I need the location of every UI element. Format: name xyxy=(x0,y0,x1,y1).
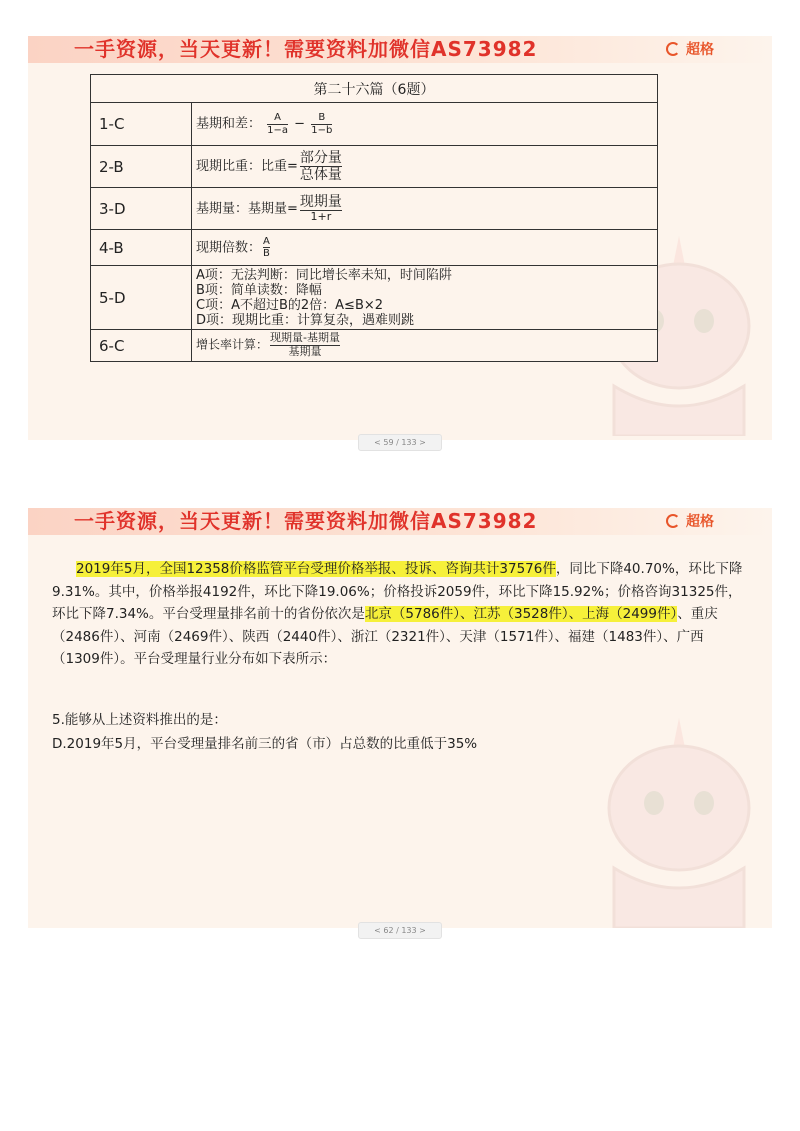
table-row xyxy=(91,188,658,230)
answer-content xyxy=(192,266,658,330)
fraction-den: 1−a xyxy=(267,124,289,136)
fraction-den: 1+r xyxy=(300,210,342,224)
logo xyxy=(666,512,714,532)
fraction-num: A xyxy=(274,112,282,123)
answer-num: 3-D xyxy=(91,188,192,230)
material-paragraph xyxy=(52,558,744,671)
fraction-den: 1−b xyxy=(311,124,333,136)
formula-label: 现期倍数： xyxy=(196,240,262,255)
page-navigator[interactable]: < 62 / 133 > xyxy=(358,922,442,939)
answer-content xyxy=(192,330,658,362)
table-row xyxy=(91,146,658,188)
fraction-den: 总体量 xyxy=(299,167,342,183)
banner xyxy=(28,36,772,63)
banner xyxy=(28,508,772,535)
table-header-row xyxy=(91,75,658,103)
table-row xyxy=(91,230,658,266)
paragraph-text: 、重庆（2486件）、河南（2469件）、陕西（2440件）、浙江（2321件）、天津（1571件）、福建（1483件）、广西（1309件）。平台受理量行业分布如下表所示： xyxy=(52,606,718,667)
logo xyxy=(666,40,714,60)
option-analysis-a: A项：无法判断：同比增长率未知，时间陷阱 xyxy=(196,267,452,283)
page-59 xyxy=(28,36,772,440)
logo-g-icon xyxy=(666,514,680,528)
paragraph-text: ，同比下降40.70%，环比下降9.31%。其中，价格举报4192件，环比下降19.06%；价格投诉2059件，环比下降15.92%；价格咨询31325件，环比下降7.34%。平台受理量排名前十的省份依次是 xyxy=(52,561,743,622)
banner-text: 一手资源，当天更新！需要资料加微信AS73982 xyxy=(74,509,538,533)
fraction-num: A xyxy=(263,235,270,247)
fraction-num: 部分量 xyxy=(299,149,342,166)
logo-text: 超格 xyxy=(686,514,714,530)
fraction xyxy=(311,112,332,136)
answer-num: 1-C xyxy=(91,103,192,146)
operator: − xyxy=(294,116,306,132)
answer-num: 5-D xyxy=(91,266,192,330)
fraction-num: 现期量-基期量 xyxy=(270,331,340,345)
fraction-den: 基期量 xyxy=(270,345,340,359)
table-row xyxy=(91,266,658,330)
answer-num: 6-C xyxy=(91,330,192,362)
fraction xyxy=(270,332,340,358)
logo-text: 超格 xyxy=(686,42,714,58)
answer-content xyxy=(192,230,658,266)
fraction xyxy=(267,112,288,136)
page-62 xyxy=(28,508,772,928)
fraction xyxy=(263,236,270,260)
table-row xyxy=(91,103,658,146)
logo-g-icon xyxy=(666,42,680,56)
option-analysis-c: C项：A不超过B的2倍：A≤B×2 xyxy=(196,297,384,313)
answer-num: 4-B xyxy=(91,230,192,266)
fraction-num: 现期量 xyxy=(299,193,342,210)
answer-content xyxy=(192,103,658,146)
question-stem: 5.能够从上述资料推出的是： xyxy=(52,712,227,728)
unicorn-mascot-icon xyxy=(584,708,772,928)
formula-label: 增长率计算： xyxy=(196,338,269,352)
table-row xyxy=(91,330,658,362)
answer-num: 2-B xyxy=(91,146,192,188)
option-analysis-d: D项：现期比重：计算复杂，遇难则跳 xyxy=(196,312,415,328)
option-d: D.2019年5月，平台受理量排名前三的省（市）占总数的比重低于35% xyxy=(52,736,478,752)
highlight-top3: 北京（5786件）、江苏（3528件）、上海（2499件） xyxy=(364,606,678,622)
fraction xyxy=(300,194,342,224)
answer-table xyxy=(90,74,658,362)
answer-content xyxy=(192,188,658,230)
banner-text: 一手资源，当天更新！需要资料加微信AS73982 xyxy=(74,37,538,61)
table-title: 第二十六篇（6题） xyxy=(91,75,658,103)
page-navigator[interactable]: < 59 / 133 > xyxy=(358,434,442,451)
formula-label: 现期比重：比重= xyxy=(196,159,298,174)
formula-label: 基期和差： xyxy=(196,116,262,132)
fraction-num: B xyxy=(318,112,326,123)
fraction-den: B xyxy=(263,248,270,259)
answer-content xyxy=(192,146,658,188)
fraction xyxy=(300,150,342,183)
highlight-total: 2019年5月，全国12358价格监管平台受理价格举报、投诉、咨询共计37576件 xyxy=(76,561,556,577)
formula-label: 基期量：基期量= xyxy=(196,201,298,216)
option-analysis-b: B项：简单读数：降幅 xyxy=(196,282,322,298)
